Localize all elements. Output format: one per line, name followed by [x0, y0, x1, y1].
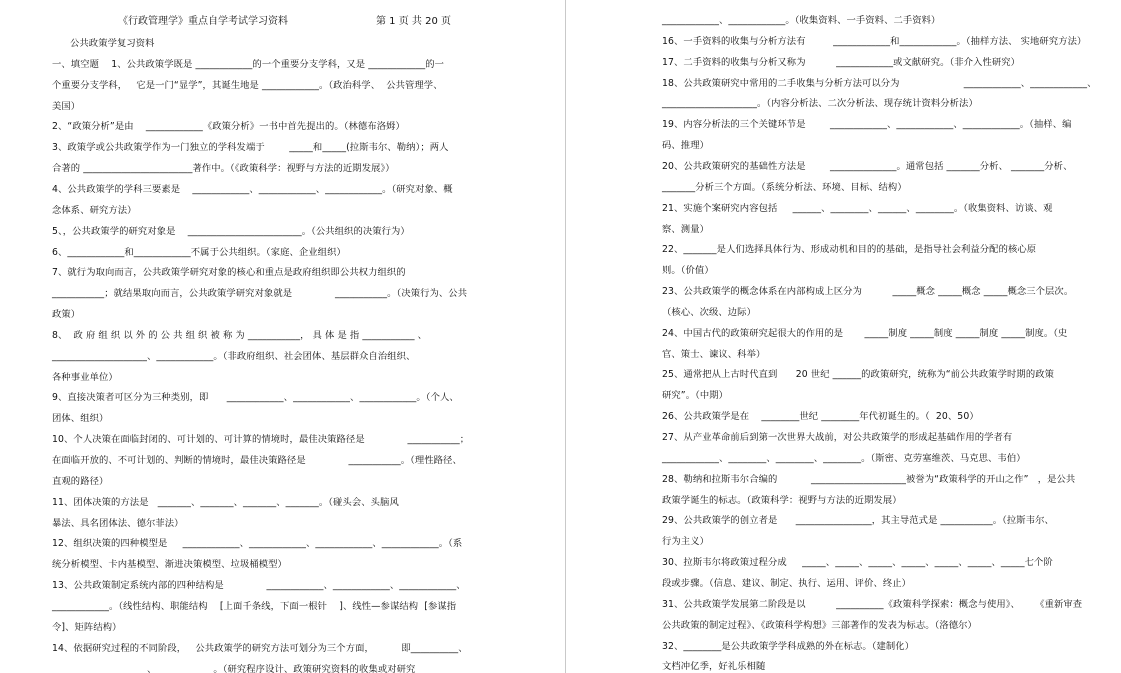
text-line: 念体系、研究方法） — [52, 204, 137, 216]
text-line: 5、，公共政策学的研究对象是 ________________________。（公共组织的决策行为） — [52, 225, 410, 237]
text-line: ___________；就结果取向而言，公共政策学研究对象就是 ___________。（决策行为、公共 — [52, 288, 468, 300]
text-line: 研究”。（中期） — [662, 390, 729, 402]
text-line: 政策学诞生的标志。（政策科学：视野与方法的近期发展） — [662, 494, 902, 506]
text-line: 29、公共政策学的创立者是 ________________，其主导范式是 ___________。（拉斯韦尔、 — [662, 515, 1054, 527]
text-line: 31、公共政策学发展第二阶段是以 __________《政策科学探索：概念与使用》、 《重新审查 — [662, 598, 1083, 610]
text-line: 30、拉斯韦尔将政策过程分成 _____、_____、_____、_____、_____、_____、_____七个阶 — [662, 557, 1053, 569]
text-line: 16、一手资料的收集与分析方法有 ____________和____________。（抽样方法、 实地研究方法） — [662, 35, 1087, 47]
text-line: 2、“政策分析”是由 ____________《政策分析》一书中首先提出的。（林德布洛姆） — [52, 121, 405, 133]
text-line: ____________________、____________。（非政府组织、社会团体、基层群众自治组织、 — [52, 350, 416, 362]
text-line: 文档冲亿季，好礼乐相随 — [662, 661, 766, 673]
text-line: 7、就行为取向而言，公共政策学研究对象的核心和重点是政府组织即公共权力组织的 — [52, 267, 406, 279]
text-line: 段或步骤。（信息、建议、制定、执行、运用、评价、终止） — [662, 577, 912, 589]
text-line: 行为主义） — [662, 536, 709, 548]
text-line: 17、二手资料的收集与分析又称为 ____________或文献研究。（非介入性研究） — [662, 56, 1021, 68]
left-page — [0, 0, 560, 673]
text-line: 14、依据研究过程的不同阶段， 公共政策学的研究方法可划分为三个方面， 即__________、 — [52, 642, 468, 654]
page-number: 第 1 页 共 20 页 — [376, 16, 451, 27]
text-line: 23、公共政策学的概念体系在内部构成上区分为 _____概念 _____概念 _____概念三个层次。 — [662, 286, 1074, 298]
text-line: 美国） — [52, 100, 81, 112]
text-line: 27、从产业革命前后到第一次世界大战前，对公共政策学的形成起基础作用的学者有 — [662, 432, 1013, 443]
text-line: 则。（价值） — [662, 265, 714, 277]
text-line: 3、政策学或公共政策学作为一门独立的学科发端于 _____和_____(拉斯韦尔、勒纳）；两人 — [52, 142, 449, 154]
text-line: 公共政策的制定过程》、《政策科学构想》三部著作的发表为标志。（洛德尔） — [662, 619, 977, 631]
text-line: 22、_______是人们选择具体行为、形成动机和目的的基础，是指导社会利益分配的核心原 — [662, 244, 1037, 256]
text-line: 各种事业单位） — [52, 371, 118, 383]
text-line: _______分析三个方面。（系统分析法、环境、目标、结构） — [662, 181, 907, 193]
text-line: 9、直接决策者可区分为三种类别，即 ____________、____________、____________。（个人、 — [52, 392, 459, 404]
text-line: 18、公共政策研究中常用的二手收集与分析方法可以分为 ____________、____________、 — [662, 77, 1097, 89]
text-line: 统分析模型、卡内基模型、渐进决策模型、垃圾桶模型） — [52, 559, 287, 571]
text-line: 32、________是公共政策学学科成熟的外在标志。（建制化） — [662, 640, 915, 652]
text-line: 直观的路径） — [52, 475, 109, 487]
text-line: 13、公共政策制定系统内部的四种结构是 ____________、____________、____________、 — [52, 580, 466, 592]
text-line: ____________________。（内容分析法、二次分析法、现存统计资料分析法） — [662, 98, 978, 110]
text-line: 10、个人决策在面临封闭的、可计划的、可计算的情境时，最佳决策路径是 ___________； — [52, 434, 470, 446]
text-line: 26、公共政策学是在 ________世纪 ________年代初诞生的。（ 20、50） — [662, 411, 979, 423]
text-line: 20、公共政策研究的基础性方法是 ______________。通常包括 _______分析、 _______分析、 — [662, 160, 1073, 172]
text-line: 团体、组织） — [52, 413, 109, 425]
text-line: 码、推理） — [662, 140, 709, 152]
text-line: 个重要分支学科， 它是一门“显学”，其诞生地是 ____________。（政治科学、 公共管理学、 — [52, 79, 443, 91]
text-line: 12、组织决策的四种模型是 ____________、____________、____________、____________。（系 — [52, 538, 463, 550]
text-line: 合著的 _______________________著作中。（《政策科学：视野与方法的近期发展》） — [52, 163, 395, 175]
right-page — [570, 0, 1121, 673]
text-line: 11、团体决策的方法是 _______、_______、_______、_______。（碰头会、头脑风 — [52, 496, 399, 508]
text-line: 公共政策学复习资料 — [70, 38, 155, 49]
text-line: 暴法、具名团体法、德尔菲法） — [52, 517, 184, 529]
text-line: 8、 政 府 组 织 以 外 的 公 共 组 织 被 称 为 ___________， 具 体 是 指 ___________ 、 — [52, 329, 428, 341]
text-line: 24、中国古代的政策研究起很大的作用的是 _____制度 _____制度 _____制度 _____制度。（史 — [662, 327, 1068, 339]
text-line: ____________、________、________、________。（斯密、克劳塞维茨、马克思、韦伯） — [662, 452, 1026, 464]
text-line: 在面临开放的、不可计划的、判断的情境时，最佳决策路径是 ___________。（理性路径、 — [52, 455, 462, 466]
page-divider — [565, 0, 566, 673]
text-line: ____________________、____________。（研究程序设计、政策研究资料的收集或对研究 — [52, 663, 416, 673]
document-title: 《行政管理学》重点自学考试学习资料 — [118, 16, 288, 27]
text-line: 28、勒纳和拉斯韦尔合编的 ____________________被誉为“政策科学的开山之作” ，是公共 — [662, 473, 1076, 485]
text-line: 19、内容分析法的三个关键环节是 ____________、____________、____________。（抽样、编 — [662, 119, 1072, 131]
text-line: 一、填空题 1、公共政策学既是 ____________的一个重要分支学科，又是 ____________的一 — [52, 58, 445, 70]
text-line: 21、实施个案研究内容包括 ______、________、______、________。（收集资料、访谈、观 — [662, 202, 1053, 214]
text-line: 察、测量） — [662, 223, 709, 235]
text-line: 4、公共政策学的学科三要素是 ____________、____________、____________。（研究对象、概 — [52, 183, 453, 195]
text-line: 政策） — [52, 309, 81, 321]
text-line: （核心、次级、边际） — [662, 306, 756, 318]
text-line: ____________、____________。（收集资料、一手资料、二手资料） — [662, 15, 941, 26]
text-line: 令]、矩阵结构） — [52, 621, 122, 633]
text-line: 官、策士、谏议、科举） — [662, 348, 766, 360]
text-line: ____________。（线性结构、职能结构 [上面千条线，下面一根针 ]、线性—参谋结构 [参谋指 — [52, 600, 457, 612]
text-line: 6、____________和____________不属于公共组织。（家庭、企业组织） — [52, 246, 346, 258]
text-line: 25、通常把从上古时代直到 20 世纪 ______的政策研究，统称为“前公共政策学时期的政策 — [662, 369, 1055, 381]
